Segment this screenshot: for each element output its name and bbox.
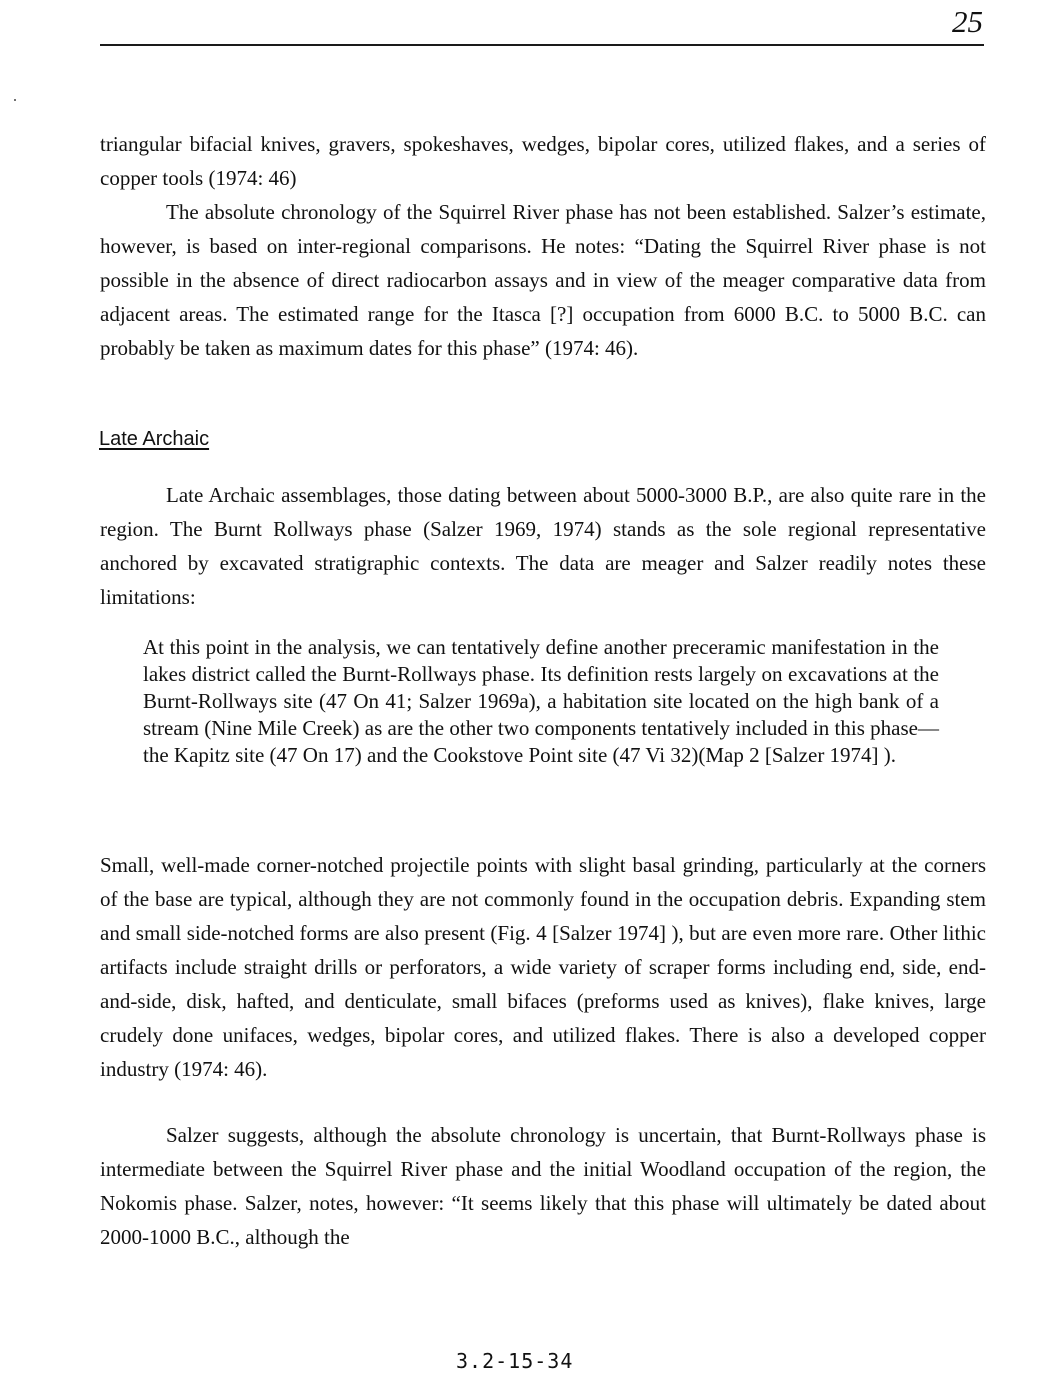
header-rule	[100, 44, 984, 46]
paragraph-late-archaic-intro: Late Archaic assemblages, those dating between about 5000-3000 B.P., are also quite rare in the region. The Burnt Rollways phase (Salzer 1969, 1974) stands as the sole regional representative anchored by excavated stratigraphic contexts. The data are meager and Salzer readily notes these limitations:	[100, 483, 986, 609]
paragraph-artifacts: Small, well-made corner-notched projectile points with slight basal grinding, particularly at the corners of the base are typical, although they are not commonly found in the occupation debris. Expanding stem and small side-notched forms are also present (Fig. 4 [Salzer 1974] ), but are even more rare. Other lithic artifacts include straight drills or perforators, a wide variety of scraper forms including end, side, end-and-side, disk, hafted, and denticulate, small bifaces (preforms used as knives), flake knives, large crudely done unifaces, wedges, bipolar cores, and utilized flakes. There is also a developed copper industry (1974: 46).	[100, 853, 986, 1081]
page-number: 25	[952, 4, 983, 39]
document-code: 3.2-15-34	[456, 1349, 574, 1373]
block-quote: At this point in the analysis, we can tentatively define another preceramic manifestation in the lakes district called the Burnt-Rollways phase. Its definition rests largely on excavations at the Burnt-Rollways site (47 On 41; Salzer 1969a), a habitation site located on the high bank of a stream (Nine Mile Creek) as are the other two components tentatively included in this phase— the Kapitz site (47 On 17) and the Cookstove Point site (47 Vi 32)(Map 2 [Salzer 1974] ).	[143, 635, 939, 767]
paragraph-salzer-suggests: Salzer suggests, although the absolute chronology is uncertain, that Burnt-Rollways phase is intermediate between the Squirrel River phase and the initial Woodland occupation of the region, the Nokomis phase. Salzer, notes, however: “It seems likely that this phase will ultimately be dated about 2000-1000 B.C., although the	[100, 1123, 986, 1249]
paragraph-continuation: triangular bifacial knives, gravers, spokeshaves, wedges, bipolar cores, utilized flakes, and a series of copper tools (1974: 46)	[100, 132, 986, 190]
scan-speck	[14, 99, 16, 101]
section-heading-late-archaic: Late Archaic	[99, 428, 210, 450]
paragraph-chronology: The absolute chronology of the Squirrel River phase has not been established. Salzer’s estimate, however, is based on inter-regional comparisons. He notes: “Dating the Squirrel River phase is not possible in the absence of direct radiocarbon assays and in view of the meager comparative data from adjacent areas. The estimated range for the Itasca [?] occupation from 6000 B.C. to 5000 B.C. can probably be taken as maximum dates for this phase” (1974: 46).	[100, 200, 986, 360]
